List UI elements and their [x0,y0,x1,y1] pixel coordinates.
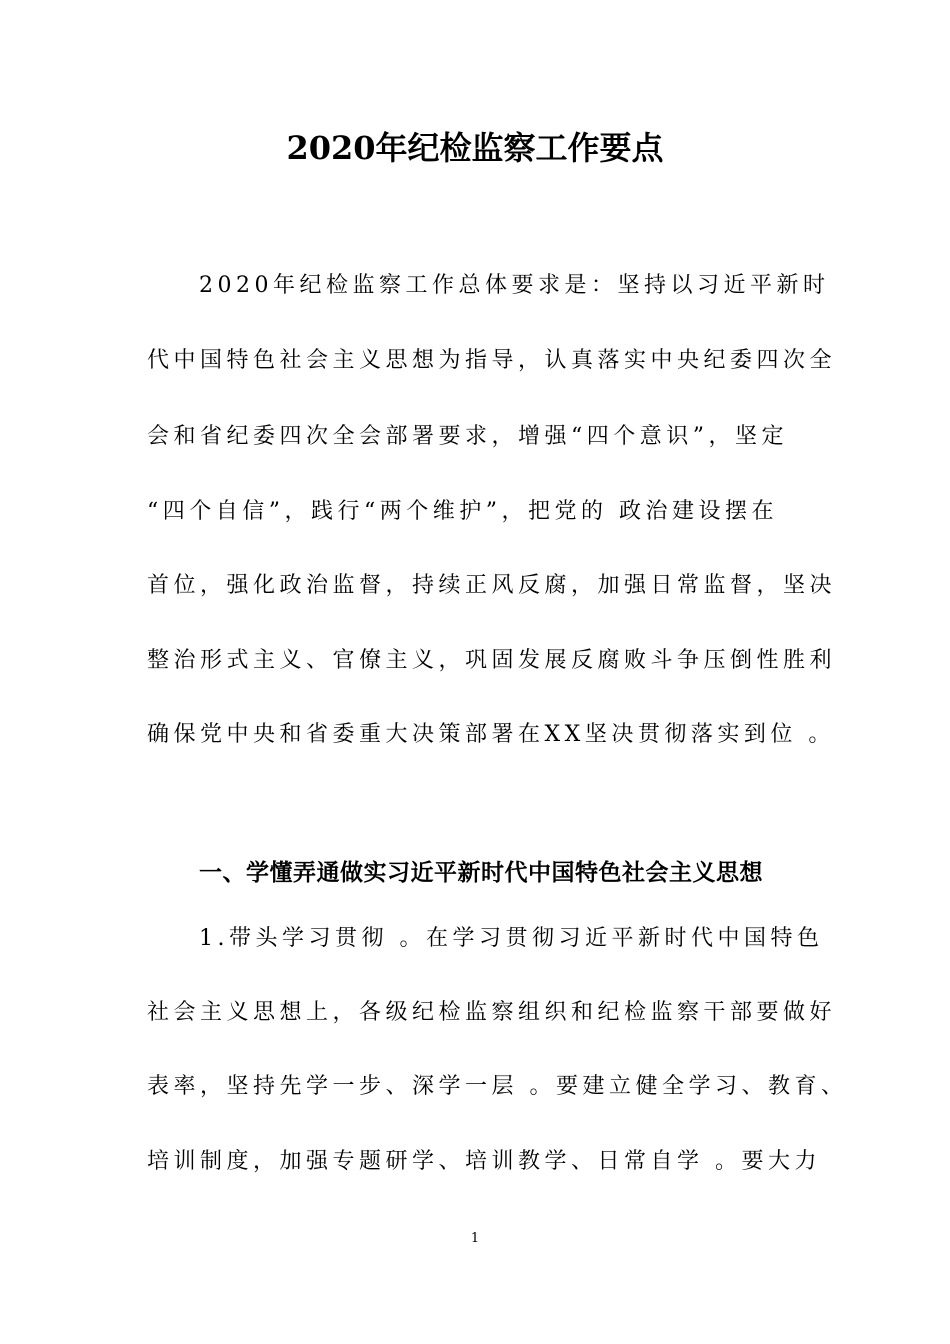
paragraph-line: 1.带头学习贯彻 。在学习贯彻习近平新时代中国特色 [199,926,824,951]
paragraph-line: 表率，坚持先学一步、深学一层 。要建立健全学习、教育、 [147,1074,848,1099]
paragraph-line: 培训制度，加强专题研学、培训教学、日常自学 。要大力 [147,1149,821,1174]
paragraph-line: “四个自信”，践行“两个维护”，把党的 政治建设摆在 [147,499,778,524]
paragraph-line: 确保党中央和省委重大决策部署在XX坚决贯彻落实到位 。 [147,722,835,747]
document-title: 2020年纪检监察工作要点 [286,129,664,167]
paragraph-line: 代中国特色社会主义思想为指导，认真落实中央纪委四次全 [147,348,837,373]
paragraph-line: 会和省纪委四次全会部署要求，增强“四个意识”，坚定 [147,424,788,449]
paragraph-line: 整治形式主义、官僚主义，巩固发展反腐败斗争压倒性胜利 [147,648,837,673]
section-heading: 一、学懂弄通做实习近平新时代中国特色社会主义思想 [199,859,763,886]
paragraph-line: 2020年纪检监察工作总体要求是：坚持以习近平新时 [199,273,830,298]
page-number: 1 [470,1231,480,1246]
paragraph-line: 社会主义思想上，各级纪检监察组织和纪检监察干部要做好 [147,1000,837,1025]
paragraph-line: 首位，强化政治监督，持续正风反腐，加强日常监督，坚决 [147,573,837,598]
